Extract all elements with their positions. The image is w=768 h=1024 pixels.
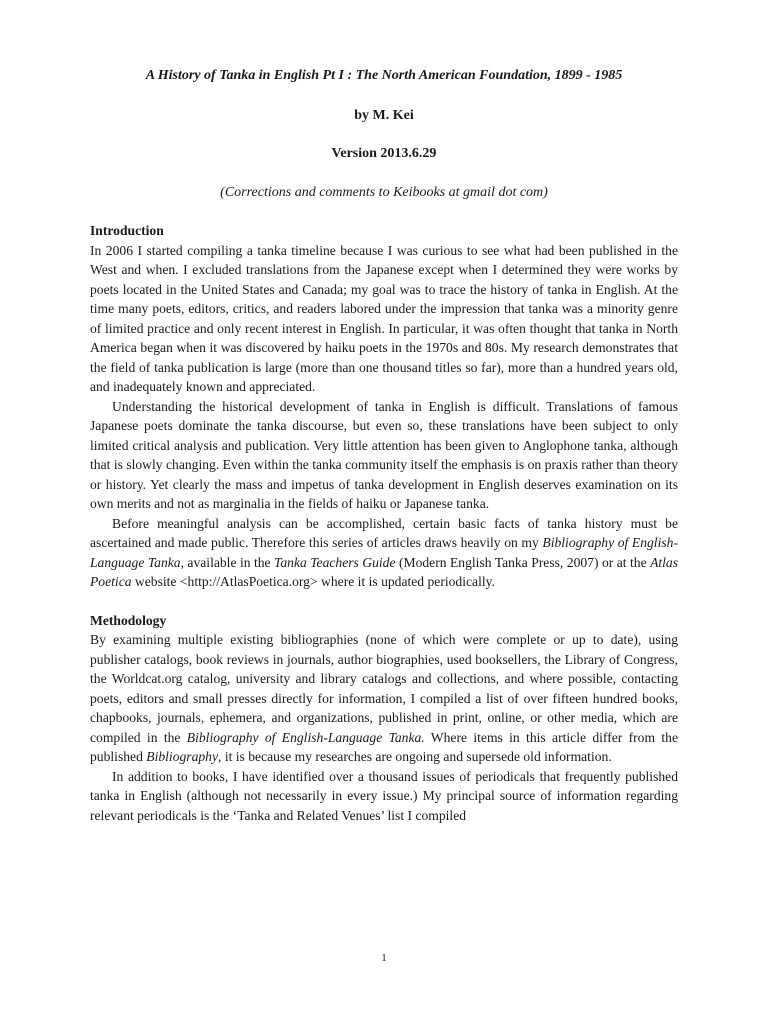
- method-p1-bibliography-ref: Bibliography: [146, 749, 219, 764]
- intro-p3-guide-title: Tanka Teachers Guide: [274, 554, 396, 570]
- version-label: Version 2013.6.29: [331, 146, 437, 161]
- intro-p3-text-g: website <http://AtlasPoetica.org> where it is updated periodically.: [131, 574, 495, 589]
- contact-note: (Corrections and comments to Keibooks at gmail dot com): [220, 184, 548, 200]
- introduction-paragraph-3: [90, 514, 678, 592]
- methodology-paragraph-2: In addition to books, I have identified over a thousand issues of periodicals that frequently published tanka in English (although not necessarily in every issue.) My principal source of information regarding relevant periodicals is the ‘Tanka and Related Venues’ list I compiled: [90, 768, 678, 823]
- intro-p3-text-e: (Modern English Tanka Press, 2007) or at the: [395, 554, 651, 570]
- method-p1-text-a: By examining multiple existing bibliographies (none of which were complete or up to date), using publisher catalogs, book reviews in journals, author biographies, used booksellers, the Library of Congress, the Worldcat.org catalog, university and library catalogs and collections, and where possible, contacting poets, editors and small presses directly for information, I compiled a list of over fifteen hundred books, chapbooks, journals, ephemera, and organizations, published in print, online, or other media, which are compiled in the: [90, 632, 678, 745]
- intro-p3-text-a: Before meaningful analysis can be accomplished, certain basic facts of tanka history must be ascertained and made public. Therefore this series of articles draws heavily on my: [90, 515, 678, 550]
- author-byline: by M. Kei: [354, 107, 414, 123]
- intro-p3-text-c: , available in the: [180, 554, 275, 570]
- document-title: A History of Tanka in English Pt I : The North American Foundation, 1899 - 1985: [145, 68, 623, 83]
- introduction-paragraph-2: Understanding the historical development of tanka in English is difficult. Translations of famous Japanese poets dominate the tanka discourse, but even so, these translations have been subject to only limited critical analysis and publication. Very little attention has been given to Anglophone tanka, although that is slowly changing. Even within the tanka community itself the emphasis is on praxis rather than theory or history. Yet clearly the mass and impetus of tanka development in English deserves examination on its own merits and not as marginalia in the fields of haiku or Japanese tanka.: [90, 398, 678, 511]
- method-p1-text-e: , it is because my researches are ongoing and supersede old information.: [218, 749, 612, 764]
- introduction-paragraph-1: In 2006 I started compiling a tanka timeline because I was curious to see what had been published in the West and when. I excluded translations from the Japanese except when I determined they were works by poets located in the United States and Canada; my goal was to trace the history of tanka in English. At the time many poets, editors, critics, and readers labored under the impression that tanka was a minority genre of limited practice and only recent interest in English. In particular, it was often thought that tanka in North America began when it was discovered by haiku poets in the 1970s and 80s. My research demonstrates that the field of tanka publication is large (more than one thousand titles so far), more than a hundred years old, and inadequately known and appreciated.: [90, 242, 678, 394]
- intro-p3-bibliography-title: Bibliography of English-Language Tanka: [90, 535, 678, 570]
- document-page: [90, 66, 678, 825]
- method-p1-text-c: Where items in this article differ from the published: [90, 729, 678, 764]
- section-spacer: [90, 592, 678, 611]
- introduction-heading: Introduction: [90, 223, 164, 238]
- methodology-heading: Methodology: [90, 612, 167, 628]
- methodology-paragraph-1: [90, 630, 678, 767]
- intro-p3-atlas-title: Atlas Poetica: [90, 554, 679, 589]
- method-p1-bibliography-title: Bibliography of English-Language Tanka.: [186, 729, 425, 745]
- page-number: 1: [381, 952, 387, 964]
